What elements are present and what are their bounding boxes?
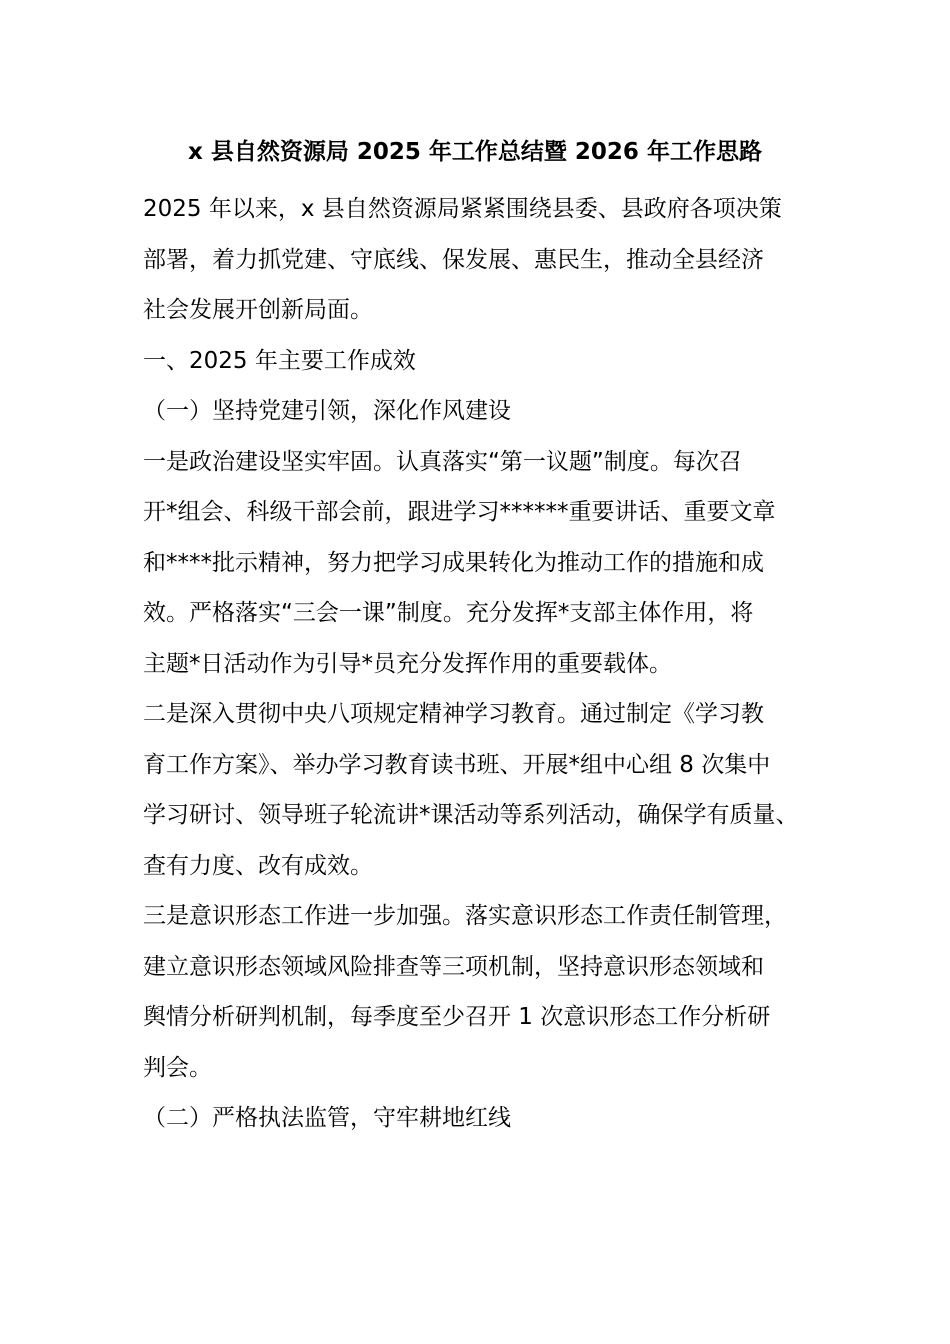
text-line: 三是意识形态工作进一步加强。落实意识形态工作责任制管理， [143,903,787,929]
paragraph-eight-rules [143,689,815,891]
heading-text: （二）严格执法监管，守牢耕地红线 [143,1105,511,1131]
text-line: 部署，着力抓党建、守底线、保发展、惠民生，推动全县经济 [143,246,764,273]
text-line: 查有力度、改有成效。 [143,852,373,879]
text-line: 主题*日活动作为引导*员充分发挥作用的重要载体。 [143,650,672,677]
text-line: 一是政治建设坚实牢固。认真落实“第一议题”制度。每次召 [143,448,742,475]
text-line: 和****批示精神，努力把学习成果转化为推动工作的措施和成 [143,549,764,576]
document-body [143,184,815,1144]
subsection-heading-1 [143,386,815,437]
text-line: 二是深入贯彻中央八项规定精神学习教育。通过制定《学习教 [143,701,764,727]
text-line: 效。严格落实“三会一课”制度。充分发挥*支部主体作用，将 [143,600,754,626]
document-title: x 县自然资源局 2025 年工作总结暨 2026 年工作思路 [188,139,762,165]
text-line: 社会发展开创新局面。 [143,297,373,323]
paragraph-political-building [143,437,815,690]
text-line: 建立意识形态领域风险排查等三项机制，坚持意识形态领域和 [143,953,764,980]
text-line: 学习研讨、领导班子轮流讲*课活动等系列活动，确保学有质量、 [143,802,799,828]
heading-text: 一、2025 年主要工作成效 [143,347,416,374]
heading-text: （一）坚持党建引领，深化作风建设 [143,398,511,424]
text-line: 判会。 [143,1054,212,1081]
subsection-heading-2 [143,1093,815,1144]
paragraph-ideology [143,891,815,1093]
intro-paragraph [143,184,815,336]
text-line: 舆情分析研判机制，每季度至少召开 1 次意识形态工作分析研 [143,1004,771,1030]
text-line: 育工作方案》、举办学习教育读书班、开展*组中心组 8 次集中 [143,751,771,778]
section-heading-1 [143,336,815,387]
text-line: 2025 年以来，x 县自然资源局紧紧围绕县委、县政府各项决策 [143,196,782,222]
text-line: 开*组会、科级干部会前，跟进学习******重要讲话、重要文章 [143,499,776,525]
